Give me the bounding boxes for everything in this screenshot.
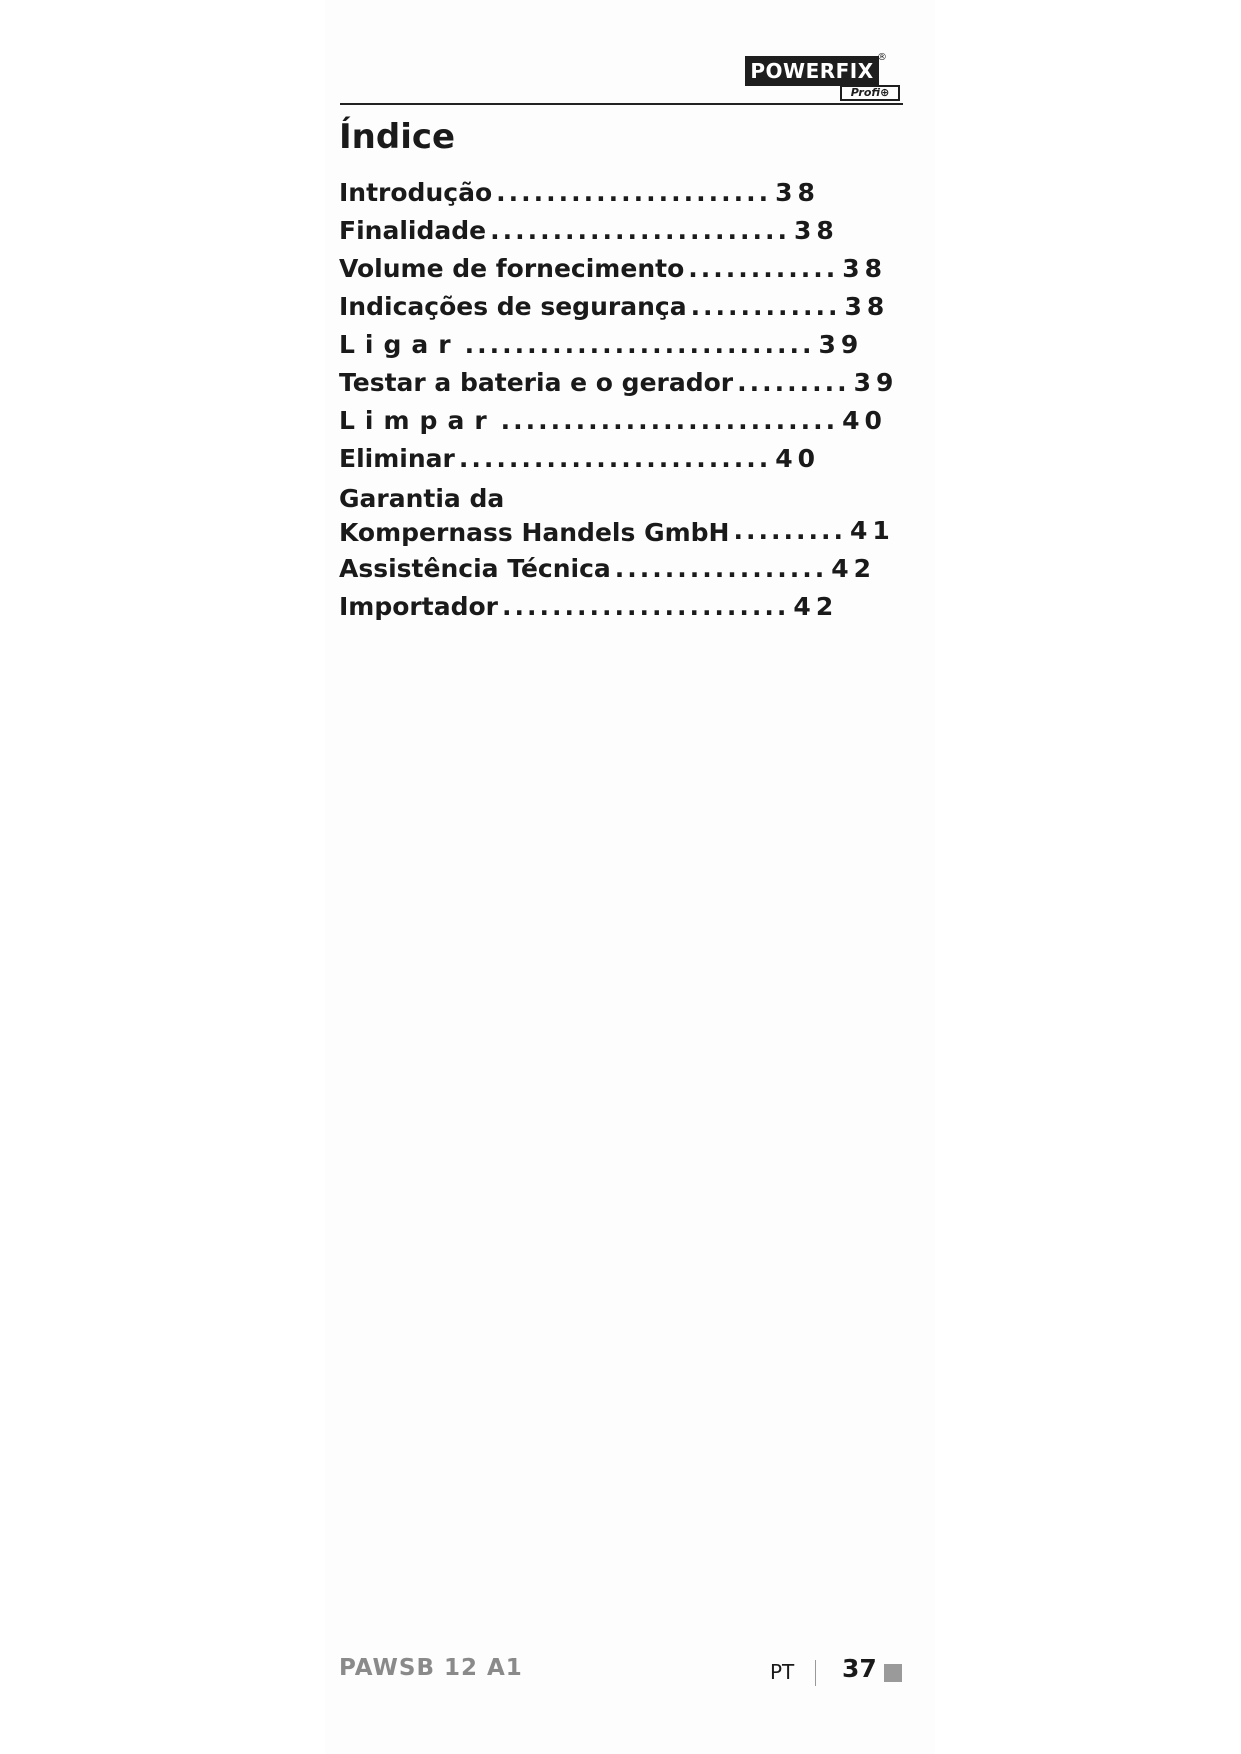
toc-entry-page: 39 — [853, 368, 899, 397]
toc-entry-label-line1: Garantia da — [339, 484, 505, 513]
toc-leader-dots: ....................... — [501, 592, 790, 621]
brand-logo-sub: Profi⊕ — [840, 85, 900, 101]
toc-entry-label: Indicações de segurança — [339, 292, 687, 321]
toc-entry-label: Introdução — [339, 178, 493, 207]
toc-leader-dots: ......... — [737, 368, 850, 397]
toc-entry-label: Eliminar — [339, 444, 455, 473]
brand-logo — [745, 52, 905, 102]
toc-entry-importador[interactable] — [339, 588, 939, 626]
toc-leader-dots: ............ — [690, 292, 841, 321]
toc-entry-page: 38 — [844, 292, 890, 321]
table-of-contents — [339, 174, 939, 626]
toc-entry-label-line2: Kompernass Handels GmbH — [339, 518, 730, 547]
toc-entry-volume-de-fornecimento[interactable] — [339, 250, 939, 288]
toc-entry-label: Volume de fornecimento — [339, 254, 685, 283]
footer-model-number: PAWSB 12 A1 — [339, 1655, 523, 1681]
toc-entry-page: 39 — [818, 330, 864, 359]
toc-entry-label: Limpar — [339, 406, 497, 435]
toc-entry-label — [339, 482, 729, 550]
toc-entry-assistencia-tecnica[interactable] — [339, 550, 939, 588]
toc-leader-dots: ...................... — [496, 178, 772, 207]
toc-entry-label: Assistência Técnica — [339, 554, 611, 583]
toc-entry-page: 38 — [794, 216, 839, 245]
toc-entry-label: Testar a bateria e o gerador — [339, 368, 734, 397]
footer-language-code: PT — [770, 1660, 795, 1684]
toc-entry-page: 42 — [831, 554, 877, 583]
brand-logo-main: POWERFIX — [745, 56, 879, 86]
page-title: Índice — [339, 117, 456, 157]
toc-entry-page: 41 — [849, 516, 895, 545]
toc-entry-page: 38 — [842, 254, 888, 283]
toc-entry-label: Ligar — [339, 330, 461, 359]
toc-entry-page: 40 — [842, 406, 887, 435]
toc-leader-dots: ................. — [614, 554, 828, 583]
footer-divider — [815, 1660, 816, 1686]
toc-entry-finalidade[interactable] — [339, 212, 939, 250]
toc-leader-dots: ........................... — [500, 406, 839, 435]
toc-entry-introducao[interactable] — [339, 174, 939, 212]
header-rule — [340, 103, 903, 105]
toc-entry-page: 40 — [775, 444, 821, 473]
toc-leader-dots: ............ — [688, 254, 839, 283]
toc-entry-testar-bateria[interactable] — [339, 364, 939, 402]
registered-mark: ® — [877, 52, 887, 63]
toc-entry-limpar[interactable] — [339, 402, 939, 440]
toc-entry-eliminar[interactable] — [339, 440, 939, 478]
square-marker-icon — [884, 1664, 902, 1682]
toc-leader-dots: ............................ — [464, 330, 815, 359]
toc-entry-ligar[interactable] — [339, 326, 939, 364]
toc-leader-dots: ......................... — [458, 444, 772, 473]
toc-leader-dots: ........................ — [490, 216, 791, 245]
toc-entry-label: Finalidade — [339, 216, 487, 245]
toc-entry-page: 42 — [793, 592, 839, 621]
toc-entry-page: 38 — [775, 178, 820, 207]
toc-leader-dots: ......... — [733, 516, 846, 545]
toc-entry-garantia[interactable] — [339, 478, 939, 550]
footer-page-number: 37 — [842, 1654, 877, 1683]
toc-entry-indicacoes-de-seguranca[interactable] — [339, 288, 939, 326]
toc-entry-label: Importador — [339, 592, 498, 621]
